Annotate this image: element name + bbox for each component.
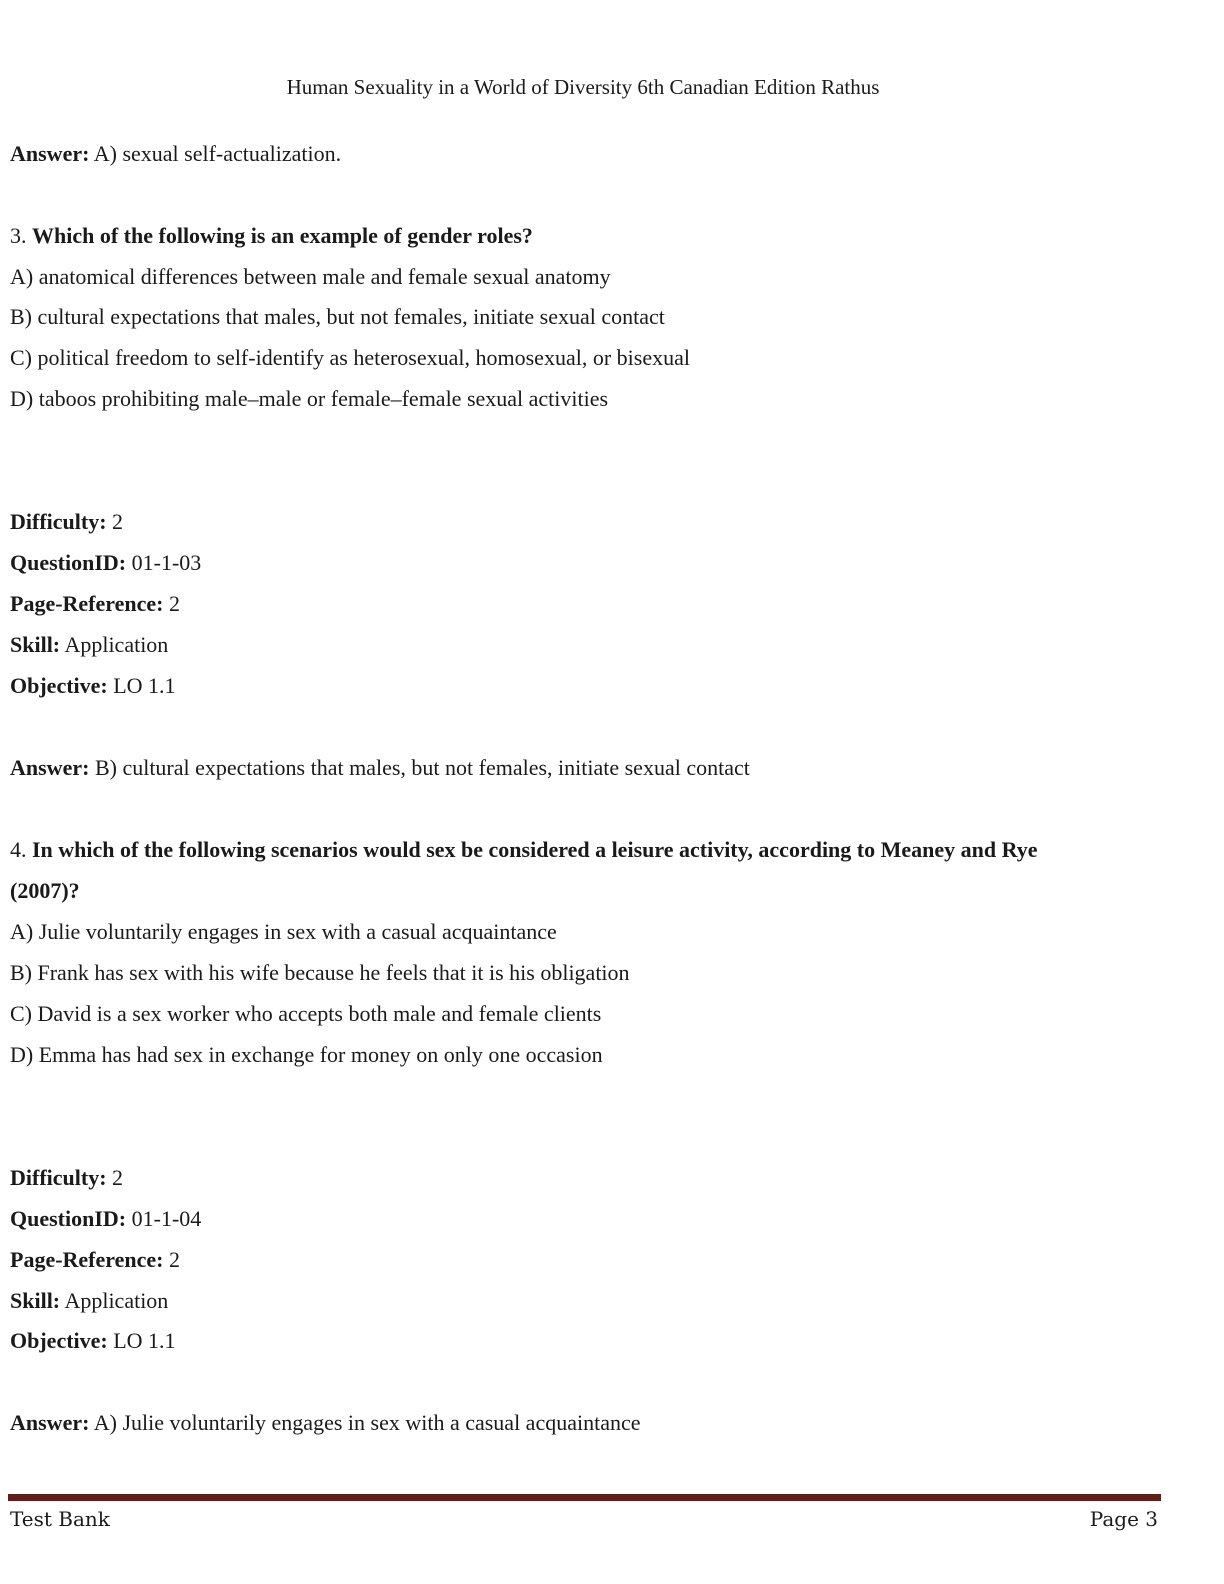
meta-label: Skill:	[10, 1288, 61, 1313]
q3-page-reference	[10, 590, 180, 618]
question-number: 4.	[10, 837, 27, 862]
meta-label: Objective:	[10, 1328, 108, 1353]
meta-value: Application	[64, 632, 169, 657]
question-text: Which of the following is an example of gender roles?	[32, 223, 533, 248]
meta-value: 2	[169, 1247, 180, 1272]
page-header: Human Sexuality in a World of Diversity 6th Canadian Edition Rathus	[286, 75, 880, 99]
meta-label: Page-Reference:	[10, 1247, 164, 1272]
q4-option-c: C) David is a sex worker who accepts both male and female clients	[10, 1001, 602, 1026]
q3-difficulty	[10, 508, 123, 536]
q4-option-a: A) Julie voluntarily engages in sex with a casual acquaintance	[10, 919, 557, 944]
meta-label: Objective:	[10, 673, 108, 698]
question-3	[10, 222, 533, 250]
meta-value: 01-1-04	[131, 1206, 202, 1231]
question-text: In which of the following scenarios would sex be considered a leisure activity, according to Meaney and Rye	[32, 837, 1038, 862]
q4-page-reference	[10, 1246, 180, 1274]
q3-option-a: A) anatomical differences between male and female sexual anatomy	[10, 264, 611, 289]
meta-value: 2	[112, 1165, 124, 1190]
q4-objective	[10, 1327, 176, 1355]
q3-skill	[10, 631, 168, 659]
answer-label: Answer:	[10, 755, 90, 780]
meta-label: Page-Reference:	[10, 591, 164, 616]
q4-option-b: B) Frank has sex with his wife because he feels that it is his obligation	[10, 960, 630, 985]
footer-left-text: Test Bank	[10, 1507, 110, 1531]
meta-label: Difficulty:	[10, 1165, 107, 1190]
meta-label: Skill:	[10, 632, 61, 657]
meta-value: 01-1-03	[131, 550, 202, 575]
meta-label: Difficulty:	[10, 509, 107, 534]
q4-difficulty	[10, 1164, 123, 1192]
q4-answer	[10, 1409, 641, 1437]
meta-value: Application	[64, 1288, 169, 1313]
question-4	[10, 836, 1038, 864]
answer-label: Answer:	[10, 141, 90, 166]
answer-text: A) sexual self-actualization.	[93, 141, 342, 166]
q3-option-d: D) taboos prohibiting male–male or female–female sexual activities	[10, 386, 609, 411]
q3-question-id	[10, 549, 201, 577]
answer-label: Answer:	[10, 1410, 90, 1435]
q3-option-c: C) political freedom to self-identify as heterosexual, homosexual, or bisexual	[10, 345, 690, 370]
meta-value: 2	[169, 591, 180, 616]
previous-answer	[10, 140, 341, 168]
page-number: Page 3	[1089, 1507, 1158, 1531]
q3-option-b: B) cultural expectations that males, but not females, initiate sexual contact	[10, 304, 665, 329]
meta-label: QuestionID:	[10, 550, 127, 575]
q4-option-d: D) Emma has had sex in exchange for money on only one occasion	[10, 1042, 603, 1067]
answer-text: A) Julie voluntarily engages in sex with a casual acquaintance	[93, 1410, 641, 1435]
answer-text: B) cultural expectations that males, but not females, initiate sexual contact	[94, 755, 750, 780]
meta-value: 2	[112, 509, 124, 534]
q4-question-id	[10, 1205, 201, 1233]
meta-value: LO 1.1	[113, 673, 176, 698]
meta-label: QuestionID:	[10, 1206, 127, 1231]
q3-answer	[10, 754, 750, 782]
meta-value: LO 1.1	[113, 1328, 176, 1353]
footer-divider	[8, 1494, 1161, 1501]
question-4-continued: (2007)?	[10, 878, 80, 903]
q3-objective	[10, 672, 176, 700]
question-number: 3.	[10, 223, 27, 248]
q4-skill	[10, 1287, 168, 1315]
